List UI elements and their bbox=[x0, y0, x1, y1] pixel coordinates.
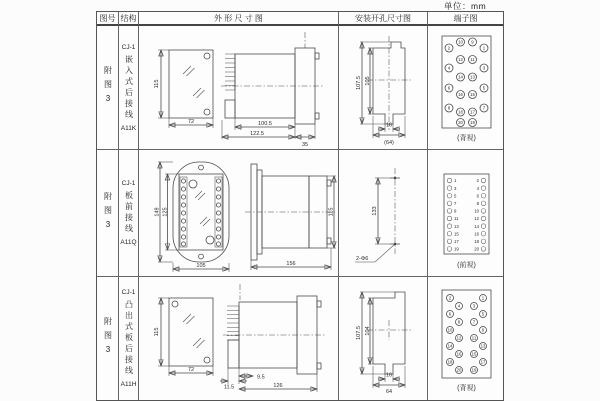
svg-text:105: 105 bbox=[196, 263, 206, 269]
svg-text:19: 19 bbox=[453, 246, 459, 252]
row2-code: A11Q bbox=[120, 239, 137, 246]
svg-text:156: 156 bbox=[286, 261, 296, 267]
svg-text:5: 5 bbox=[482, 85, 485, 91]
svg-text:19: 19 bbox=[469, 120, 475, 126]
svg-text:8: 8 bbox=[476, 201, 479, 206]
svg-text:107.5: 107.5 bbox=[356, 76, 362, 90]
row2-fig-cell bbox=[97, 150, 119, 277]
svg-text:19: 19 bbox=[471, 367, 476, 373]
row1-outline-cell bbox=[139, 26, 339, 150]
svg-text:7: 7 bbox=[472, 319, 475, 325]
svg-text:133: 133 bbox=[372, 206, 378, 216]
svg-text:115: 115 bbox=[328, 207, 335, 217]
svg-text:9: 9 bbox=[453, 208, 456, 214]
svg-text:4: 4 bbox=[476, 185, 479, 191]
svg-text:9.5: 9.5 bbox=[257, 374, 265, 380]
svg-text:16: 16 bbox=[385, 122, 393, 129]
svg-text:11: 11 bbox=[453, 216, 458, 222]
hole-spec-label: 2-Φ6 bbox=[356, 256, 369, 262]
svg-text:2: 2 bbox=[448, 295, 451, 301]
row1-front-view bbox=[154, 50, 213, 128]
svg-text:7: 7 bbox=[482, 105, 485, 111]
row1-code: A11K bbox=[120, 124, 137, 132]
svg-text:14: 14 bbox=[473, 223, 479, 229]
svg-text:14: 14 bbox=[457, 74, 463, 80]
svg-text:1: 1 bbox=[482, 45, 485, 51]
row3-install-drawing bbox=[339, 278, 427, 400]
row2-struct-cell bbox=[119, 150, 139, 277]
svg-text:8: 8 bbox=[457, 319, 460, 325]
svg-text:5: 5 bbox=[481, 311, 484, 317]
row3-front-view bbox=[154, 298, 213, 376]
svg-text:7: 7 bbox=[453, 201, 456, 206]
row3-outline-drawing bbox=[139, 278, 338, 400]
row3-install-cell bbox=[339, 277, 428, 400]
svg-text:6: 6 bbox=[447, 85, 450, 91]
svg-text:11.5: 11.5 bbox=[223, 384, 235, 390]
svg-text:16: 16 bbox=[456, 351, 461, 357]
svg-text:16: 16 bbox=[385, 372, 393, 378]
svg-text:6: 6 bbox=[448, 311, 451, 317]
svg-text:16: 16 bbox=[473, 231, 479, 237]
header-col-outline: 外 形 尺 寸 图 bbox=[139, 12, 339, 26]
header-col-terminal: 端子图 bbox=[428, 12, 503, 26]
svg-text:11: 11 bbox=[469, 57, 475, 63]
row3-side-view bbox=[220, 284, 325, 392]
row3-terminal-cell bbox=[428, 277, 503, 400]
header-col-struct: 结构 bbox=[119, 12, 139, 26]
row1-struct-cell bbox=[119, 26, 139, 150]
row1-terminal-diagram bbox=[429, 26, 503, 149]
svg-text:15: 15 bbox=[469, 92, 475, 98]
svg-text:115: 115 bbox=[154, 327, 160, 336]
row1-outline-drawing bbox=[139, 26, 338, 149]
svg-text:3: 3 bbox=[482, 65, 485, 71]
svg-text:11: 11 bbox=[471, 335, 476, 341]
svg-text:12: 12 bbox=[456, 335, 461, 341]
svg-text:149: 149 bbox=[154, 207, 161, 217]
svg-text:72: 72 bbox=[187, 119, 195, 125]
row1-terminal-cell bbox=[428, 26, 503, 150]
svg-text:15: 15 bbox=[471, 351, 476, 357]
svg-text:18: 18 bbox=[457, 109, 463, 115]
svg-text:104: 104 bbox=[365, 325, 371, 336]
row1-side-view bbox=[221, 32, 323, 148]
svg-text:2: 2 bbox=[476, 178, 479, 184]
svg-text:13: 13 bbox=[480, 343, 485, 349]
svg-text:35: 35 bbox=[301, 142, 309, 148]
svg-text:64: 64 bbox=[385, 388, 393, 395]
row1-terminal-caption: (背视) bbox=[456, 135, 476, 142]
row3-terminal-pins bbox=[446, 294, 486, 373]
svg-text:4: 4 bbox=[447, 65, 450, 71]
row2-terminal-pins bbox=[447, 178, 486, 251]
row2-front-view bbox=[155, 162, 230, 272]
svg-text:14: 14 bbox=[447, 343, 452, 349]
row3-fig-label: 附图3 bbox=[103, 317, 113, 360]
svg-text:1: 1 bbox=[481, 295, 484, 301]
svg-text:18: 18 bbox=[447, 359, 452, 365]
svg-text:15: 15 bbox=[453, 231, 459, 237]
row2-outline-drawing bbox=[139, 150, 338, 276]
svg-text:13: 13 bbox=[453, 223, 459, 229]
row2-install-drawing bbox=[339, 150, 427, 276]
svg-text:10: 10 bbox=[473, 208, 479, 214]
svg-text:126: 126 bbox=[273, 382, 283, 389]
svg-text:8: 8 bbox=[447, 105, 450, 111]
svg-text:10: 10 bbox=[457, 39, 463, 45]
svg-text:12: 12 bbox=[473, 216, 479, 222]
svg-text:1: 1 bbox=[453, 178, 456, 184]
row1-fig-label: 附图3 bbox=[103, 66, 113, 109]
row2-fig-label: 附图3 bbox=[103, 191, 113, 235]
row3-structure-name: 凸出式板后接线 bbox=[124, 300, 134, 377]
row1-terminal-pins bbox=[445, 38, 488, 127]
svg-text:3: 3 bbox=[472, 303, 475, 309]
row3-outline-cell bbox=[139, 277, 339, 400]
svg-text:72: 72 bbox=[187, 366, 195, 373]
row2-install-cell bbox=[339, 150, 428, 277]
svg-text:115: 115 bbox=[154, 79, 160, 89]
svg-text:17: 17 bbox=[480, 359, 485, 365]
svg-text:17: 17 bbox=[469, 109, 475, 115]
svg-text:20: 20 bbox=[457, 120, 463, 126]
row3-terminal-caption: (背视) bbox=[456, 384, 476, 392]
header-col-install: 安装开孔尺寸图 bbox=[339, 12, 428, 26]
row1-install-drawing bbox=[339, 26, 427, 149]
row2-structure-name: 板前接线 bbox=[124, 191, 134, 235]
svg-text:6: 6 bbox=[476, 193, 479, 199]
spec-table bbox=[96, 11, 504, 401]
row2-terminal-cell bbox=[428, 150, 503, 277]
row3-fig-cell bbox=[97, 277, 119, 400]
row2-terminal-diagram bbox=[429, 150, 503, 276]
svg-text:105: 105 bbox=[365, 76, 371, 86]
header-col-fig: 图号 bbox=[97, 12, 119, 26]
row1-install-cell bbox=[339, 26, 428, 150]
unit-label: 单位：mm bbox=[444, 1, 487, 11]
svg-text:4: 4 bbox=[457, 303, 460, 309]
row1-model: CJ-1 bbox=[121, 43, 136, 51]
row1-fig-cell bbox=[97, 26, 119, 150]
row2-model: CJ-1 bbox=[121, 180, 136, 187]
svg-text:(64): (64) bbox=[384, 140, 394, 146]
svg-text:100.5: 100.5 bbox=[258, 121, 272, 127]
row2-side-view bbox=[245, 164, 336, 270]
svg-text:9: 9 bbox=[470, 39, 474, 45]
svg-text:122.5: 122.5 bbox=[250, 131, 264, 137]
svg-text:107.5: 107.5 bbox=[356, 325, 362, 340]
row2-terminal-caption: (前视) bbox=[456, 262, 476, 269]
svg-text:3: 3 bbox=[453, 185, 456, 191]
svg-text:125: 125 bbox=[162, 207, 169, 217]
svg-text:20: 20 bbox=[473, 246, 479, 252]
svg-text:5: 5 bbox=[453, 193, 456, 199]
svg-text:16: 16 bbox=[457, 92, 463, 98]
svg-text:17: 17 bbox=[453, 239, 459, 244]
row3-struct-cell bbox=[119, 277, 139, 400]
row1-structure-name: 嵌入式后接线 bbox=[124, 54, 134, 121]
row3-code: A11H bbox=[120, 381, 137, 388]
svg-text:10: 10 bbox=[447, 327, 452, 333]
row3-model: CJ-1 bbox=[121, 289, 136, 296]
svg-text:18: 18 bbox=[473, 239, 479, 244]
svg-text:13: 13 bbox=[469, 74, 475, 80]
svg-text:12: 12 bbox=[457, 57, 463, 63]
row3-terminal-diagram bbox=[429, 278, 503, 400]
row2-outline-cell bbox=[139, 150, 339, 277]
svg-text:20: 20 bbox=[456, 367, 461, 373]
svg-text:9: 9 bbox=[481, 327, 484, 333]
svg-text:2: 2 bbox=[447, 45, 450, 51]
